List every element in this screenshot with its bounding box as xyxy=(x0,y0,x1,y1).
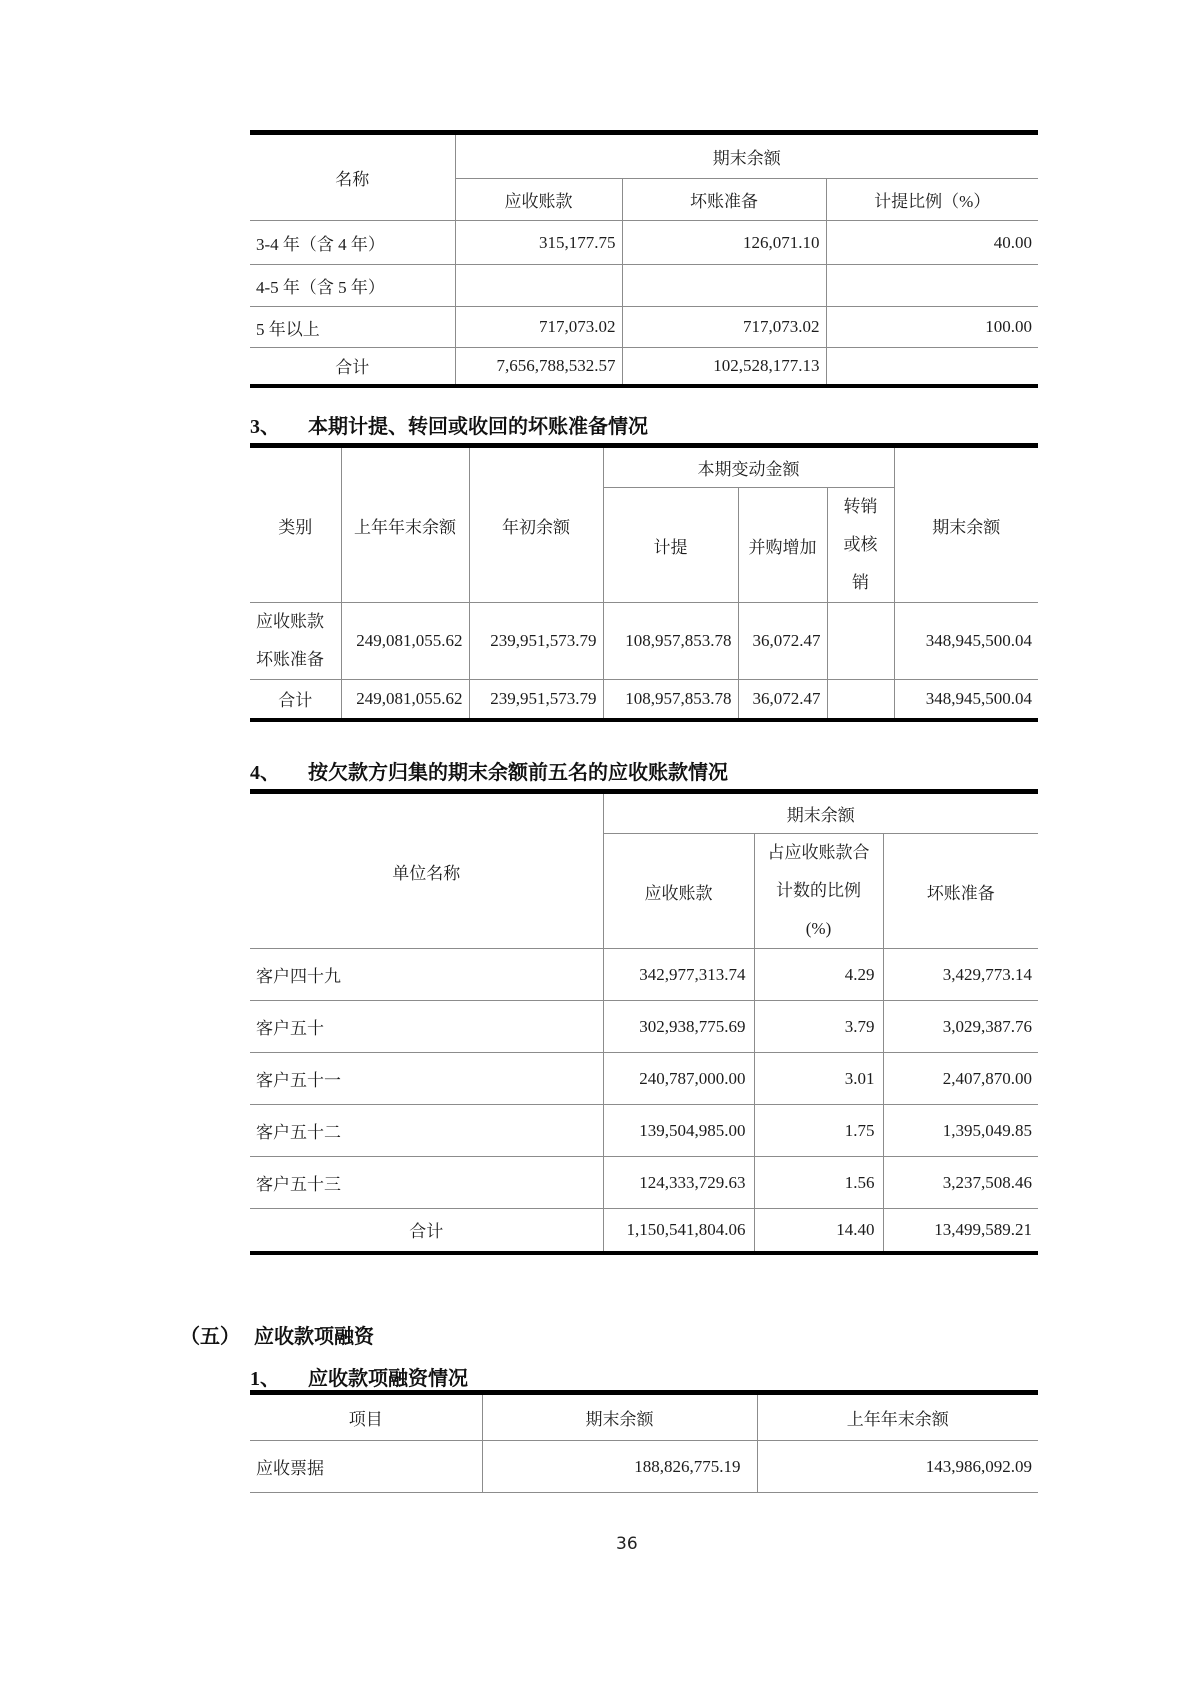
cell-customer: 客户五十一 xyxy=(250,1053,603,1105)
cell-accrual: 108,957,853.78 xyxy=(603,603,738,680)
cell-ratio: 3.01 xyxy=(754,1053,883,1105)
header-period-end: 期末余额 xyxy=(894,446,1038,603)
cell-label: 5 年以上 xyxy=(250,307,455,348)
cell-prev-year-end: 143,986,092.09 xyxy=(757,1441,1038,1493)
cell-ratio: 40.00 xyxy=(826,221,1038,265)
table-row xyxy=(250,1157,1038,1209)
cell-prev-year-end: 249,081,055.62 xyxy=(341,680,469,720)
section5-text: 应收款项融资 xyxy=(254,1326,374,1348)
cell-ratio: 1.75 xyxy=(754,1105,883,1157)
table-row xyxy=(250,348,1038,386)
cell-bad-debt: 126,071.10 xyxy=(622,221,826,265)
cell-receivable: 302,938,775.69 xyxy=(603,1001,754,1053)
header-ratio-line1: 占应收账款合 xyxy=(767,843,870,862)
cell-ratio: 4.29 xyxy=(754,949,883,1001)
table-row xyxy=(250,307,1038,348)
header-writeoff xyxy=(827,488,894,603)
top5-receivables-table xyxy=(250,789,1038,1255)
table-row xyxy=(250,1441,1038,1493)
cell-bad-debt: 717,073.02 xyxy=(622,307,826,348)
cell-total-label: 合计 xyxy=(250,348,455,386)
cell-receivable: 7,656,788,532.57 xyxy=(455,348,622,386)
cell-bad-debt: 3,429,773.14 xyxy=(883,949,1038,1001)
cell-receivable: 139,504,985.00 xyxy=(603,1105,754,1157)
header-ratio-line3: (%) xyxy=(805,919,832,938)
section3-number: 3、 xyxy=(250,416,280,438)
cell-receivable xyxy=(455,265,622,307)
header-item: 项目 xyxy=(250,1393,482,1441)
cell-total-label: 合计 xyxy=(250,1209,603,1253)
header-writeoff-line3: 销 xyxy=(852,573,869,592)
section4-number: 4、 xyxy=(250,762,280,784)
cell-category-line2: 坏账准备 xyxy=(256,650,324,669)
cell-bad-debt: 2,407,870.00 xyxy=(883,1053,1038,1105)
cell-year-begin: 239,951,573.79 xyxy=(469,680,603,720)
provision-movement-table xyxy=(250,443,1038,722)
header-change-group: 本期变动金额 xyxy=(603,446,894,488)
header-ratio xyxy=(754,834,883,949)
cell-receivable: 1,150,541,804.06 xyxy=(603,1209,754,1253)
header-period-end-group: 期末余额 xyxy=(603,792,1038,834)
header-ratio-line2: 计数的比例 xyxy=(776,881,861,900)
cell-receivable: 342,977,313.74 xyxy=(603,949,754,1001)
cell-total-label: 合计 xyxy=(250,680,341,720)
cell-ratio: 1.56 xyxy=(754,1157,883,1209)
header-name: 名称 xyxy=(250,133,455,221)
cell-customer: 客户四十九 xyxy=(250,949,603,1001)
section3-title xyxy=(250,410,648,439)
table-row xyxy=(250,1105,1038,1157)
header-period-end: 期末余额 xyxy=(482,1393,757,1441)
cell-ratio: 14.40 xyxy=(754,1209,883,1253)
cell-ratio: 100.00 xyxy=(826,307,1038,348)
table-row xyxy=(250,1393,1038,1441)
section4-title xyxy=(250,756,728,785)
section5-1-number: 1、 xyxy=(250,1368,280,1390)
page-number: 36 xyxy=(616,1534,638,1554)
table-row xyxy=(250,446,1038,488)
header-merger-increase: 并购增加 xyxy=(738,488,827,603)
section5-1-title xyxy=(250,1362,468,1391)
header-period-end-group: 期末余额 xyxy=(455,133,1038,179)
header-bad-debt: 坏账准备 xyxy=(883,834,1038,949)
cell-period-end: 188,826,775.19 xyxy=(482,1441,757,1493)
header-receivable: 应收账款 xyxy=(603,834,754,949)
header-year-begin: 年初余额 xyxy=(469,446,603,603)
aging-table xyxy=(250,130,1038,388)
header-prev-year-end: 上年年末余额 xyxy=(757,1393,1038,1441)
cell-year-begin: 239,951,573.79 xyxy=(469,603,603,680)
table-row xyxy=(250,221,1038,265)
cell-accrual: 108,957,853.78 xyxy=(603,680,738,720)
cell-category-line1: 应收账款 xyxy=(256,612,324,631)
cell-bad-debt: 3,029,387.76 xyxy=(883,1001,1038,1053)
header-writeoff-line2: 或核 xyxy=(843,535,878,554)
cell-writeoff xyxy=(827,680,894,720)
table-row xyxy=(250,1053,1038,1105)
table-row xyxy=(250,1209,1038,1253)
cell-bad-debt: 13,499,589.21 xyxy=(883,1209,1038,1253)
section3-text: 本期计提、转回或收回的坏账准备情况 xyxy=(308,416,648,438)
cell-writeoff xyxy=(827,603,894,680)
table-row xyxy=(250,949,1038,1001)
header-company-name: 单位名称 xyxy=(250,792,603,949)
cell-customer: 客户五十 xyxy=(250,1001,603,1053)
cell-bad-debt: 3,237,508.46 xyxy=(883,1157,1038,1209)
cell-ratio: 3.79 xyxy=(754,1001,883,1053)
header-ratio: 计提比例（%） xyxy=(826,179,1038,221)
cell-category xyxy=(250,603,341,680)
section5-number: （五） xyxy=(180,1326,240,1348)
cell-merger-increase: 36,072.47 xyxy=(738,603,827,680)
cell-bad-debt: 1,395,049.85 xyxy=(883,1105,1038,1157)
table-row xyxy=(250,680,1038,720)
table-row xyxy=(250,792,1038,834)
cell-period-end: 348,945,500.04 xyxy=(894,603,1038,680)
cell-label: 4-5 年（含 5 年） xyxy=(250,265,455,307)
cell-receivable: 717,073.02 xyxy=(455,307,622,348)
header-bad-debt: 坏账准备 xyxy=(622,179,826,221)
cell-receivable: 240,787,000.00 xyxy=(603,1053,754,1105)
section5-title xyxy=(180,1320,374,1349)
cell-period-end: 348,945,500.04 xyxy=(894,680,1038,720)
cell-ratio xyxy=(826,265,1038,307)
cell-prev-year-end: 249,081,055.62 xyxy=(341,603,469,680)
cell-label: 3-4 年（含 4 年） xyxy=(250,221,455,265)
header-writeoff-line1: 转销 xyxy=(843,497,878,516)
table-row xyxy=(250,133,1038,179)
section5-1-text: 应收款项融资情况 xyxy=(308,1368,468,1390)
table-row xyxy=(250,265,1038,307)
cell-receivable: 315,177.75 xyxy=(455,221,622,265)
section4-text: 按欠款方归集的期末余额前五名的应收账款情况 xyxy=(308,762,728,784)
cell-customer: 客户五十二 xyxy=(250,1105,603,1157)
cell-bad-debt xyxy=(622,265,826,307)
receivables-financing-table xyxy=(250,1390,1038,1493)
cell-ratio xyxy=(826,348,1038,386)
cell-merger-increase: 36,072.47 xyxy=(738,680,827,720)
cell-customer: 客户五十三 xyxy=(250,1157,603,1209)
cell-item: 应收票据 xyxy=(250,1441,482,1493)
header-receivable: 应收账款 xyxy=(455,179,622,221)
cell-receivable: 124,333,729.63 xyxy=(603,1157,754,1209)
header-category: 类别 xyxy=(250,446,341,603)
table-row xyxy=(250,603,1038,680)
table-row xyxy=(250,1001,1038,1053)
cell-bad-debt: 102,528,177.13 xyxy=(622,348,826,386)
header-prev-year-end: 上年年末余额 xyxy=(341,446,469,603)
header-accrual: 计提 xyxy=(603,488,738,603)
